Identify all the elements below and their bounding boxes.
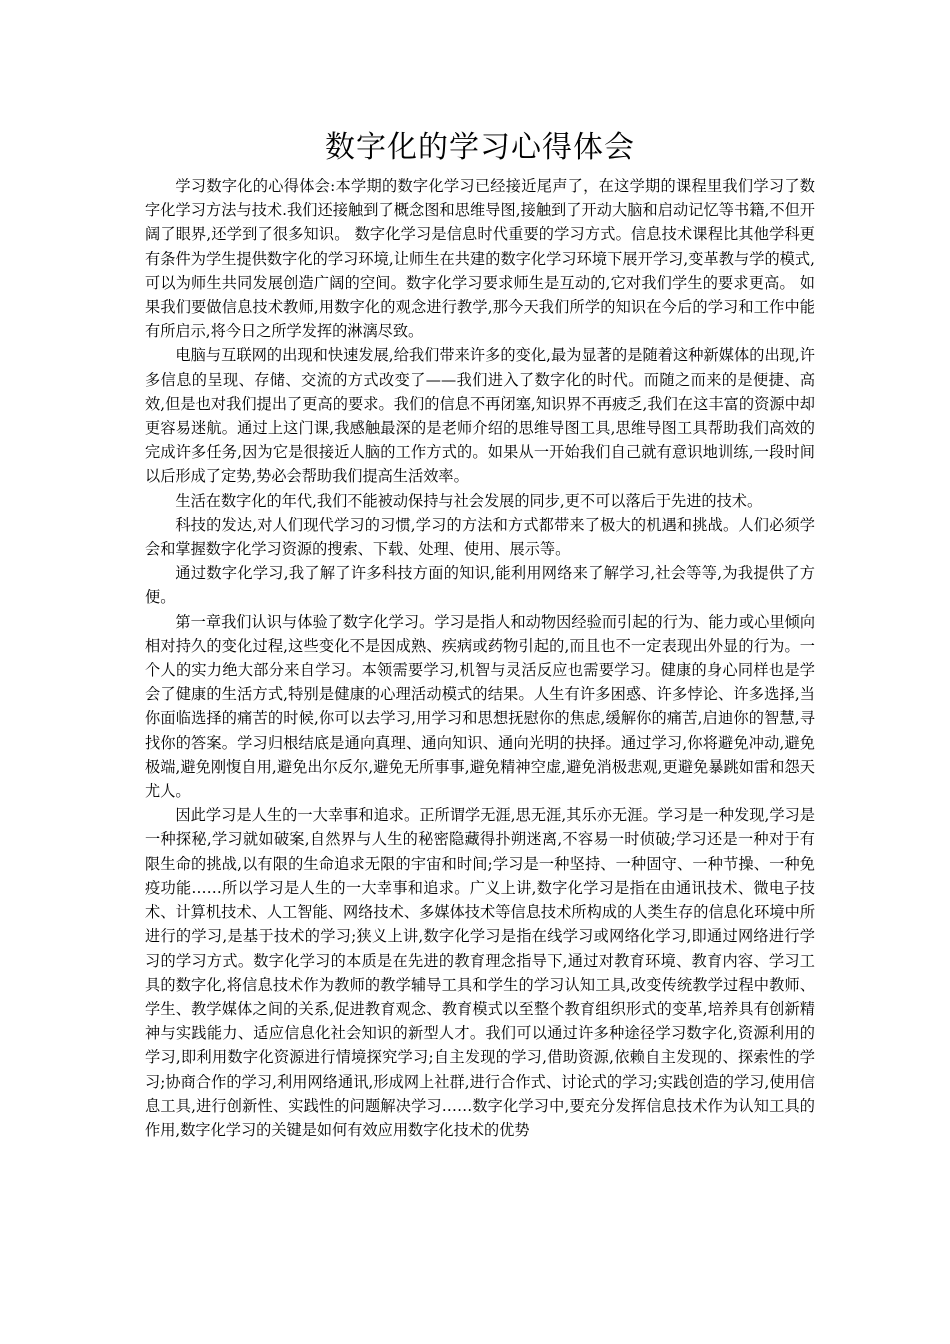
document-body [145,128,815,1142]
paragraph: 科技的发达,对人们现代学习的习惯,学习的方法和方式都带来了极大的机遇和挑战。人们必须学会和掌握数字化学习资源的搜索、下载、处理、使用、展示等。 [145,515,815,559]
paragraph: 因此学习是人生的一大幸事和追求。正所谓学无涯,思无涯,其乐亦无涯。学习是一种发现,学习是一种探秘,学习就如破案,自然界与人生的秘密隐藏得扑朔迷离,不容易一时侦破;学习还是一种对于有限生命的挑战,以有限的生命追求无限的宇宙和时间;学习是一种坚持、一种固守、一种节操、一种免疫功能……所以学习是人生的一大幸事和追求。广义上讲,数字化学习是指在由通讯技术、微电子技术、计算机技术、人工智能、网络技术、多媒体技术等信息技术所构成的人类生存的信息化环境中所进行的学习,是基于技术的学习;狭义上讲,数字化学习是指在线学习或网络化学习,即通过网络进行学习的学习方式。数字化学习的本质是在先进的教育理念指导下,通过对教育环境、教育内容、学习工具的数字化,将信息技术作为教师的教学辅导工具和学生的学习认知工具,改变传统教学过程中教师、学生、教学媒体之间的关系,促进教育观念、教育模式以至整个教育组织形式的变革,培养具有创新精神与实践能力、适应信息化社会知识的新型人才。我们可以通过许多种途径学习数字化,资源利用的学习,即利用数字化资源进行情境探究学习;自主发现的学习,借助资源,依赖自主发现的、探索性的学习;协商合作的学习,利用网络通讯,形成网上社群,进行合作式、讨论式的学习;实践创造的学习,使用信息工具,进行创新性、实践性的问题解决学习……数字化学习中,要充分发挥信息技术作为认知工具的作用,数字化学习的关键是如何有效应用数字化技术的优势 [145,806,815,1139]
paragraph: 电脑与互联网的出现和快速发展,给我们带来许多的变化,最为显著的是随着这种新媒体的出现,许多信息的呈现、存储、交流的方式改变了——我们进入了数字化的时代。而随之而来的是便捷、高效,但是也对我们提出了更高的要求。我们的信息不再闭塞,知识界不再疲乏,我们在这丰富的资源中却更容易迷航。通过上这门课,我感触最深的是老师介绍的思维导图工具,思维导图工具帮助我们高效的完成许多任务,因为它是很接近人脑的工作方式的。如果从一开始我们自己就有意识地训练,一段时间以后形成了定势,势必会帮助我们提高生活效率。 [145,346,815,486]
paragraph: 通过数字化学习,我了解了许多科技方面的知识,能利用网络来了解学习,社会等等,为我提供了方便。 [145,564,815,607]
paragraph: 生活在数字化的年代,我们不能被动保持与社会发展的同步,更不可以落后于先进的技术。 [175,491,763,510]
paragraph: 第一章我们认识与体验了数字化学习。学习是指人和动物因经验而引起的行为、能力或心里倾向相对持久的变化过程,这些变化不是因成熟、疾病或药物引起的,而且也不一定表现出外显的行为。一个人的实力绝大部分来自学习。本领需要学习,机智与灵活反应也需要学习。健康的身心同样也是学会了健康的生活方式,特别是健康的心理活动模式的结果。人生有许多困惑、许多悖论、许多选择,当你面临选择的痛苦的时候,你可以去学习,用学习和思想抚慰你的焦虑,缓解你的痛苦,启迪你的智慧,寻找你的答案。学习归根结底是通向真理、通向知识、通向光明的抉择。通过学习,你将避免冲动,避免极端,避免刚愎自用,避免出尔反尔,避免无所事事,避免精神空虚,避免消极悲观,更避免暴跳如雷和怨天尤人。 [145,612,815,801]
document-title: 数字化的学习心得体会 [325,130,635,165]
paragraph: 学习数字化的心得体会:本学期的数字化学习已经接近尾声了，在这学期的课程里我们学习了数字化学习方法与技术.我们还接触到了概念图和思维导图,接触到了开动大脑和启动记忆等书籍,不但开阔了眼界,还学到了很多知识。 数字化学习是信息时代重要的学习方式。信息技术课程比其他学科更有条件为学生提供数字化的学习环境,让师生在共建的数字化学习环境下展开学习,变革教与学的模式,可以为师生共同发展创造广阔的空间。数字化学习要求师生是互动的,它对我们学生的要求更高。 如果我们要做信息技术教师,用数字化的观念进行教学,那今天我们所学的知识在今后的学习和工作中能有所启示,将今日之所学发挥的淋漓尽致。 [145,177,815,341]
